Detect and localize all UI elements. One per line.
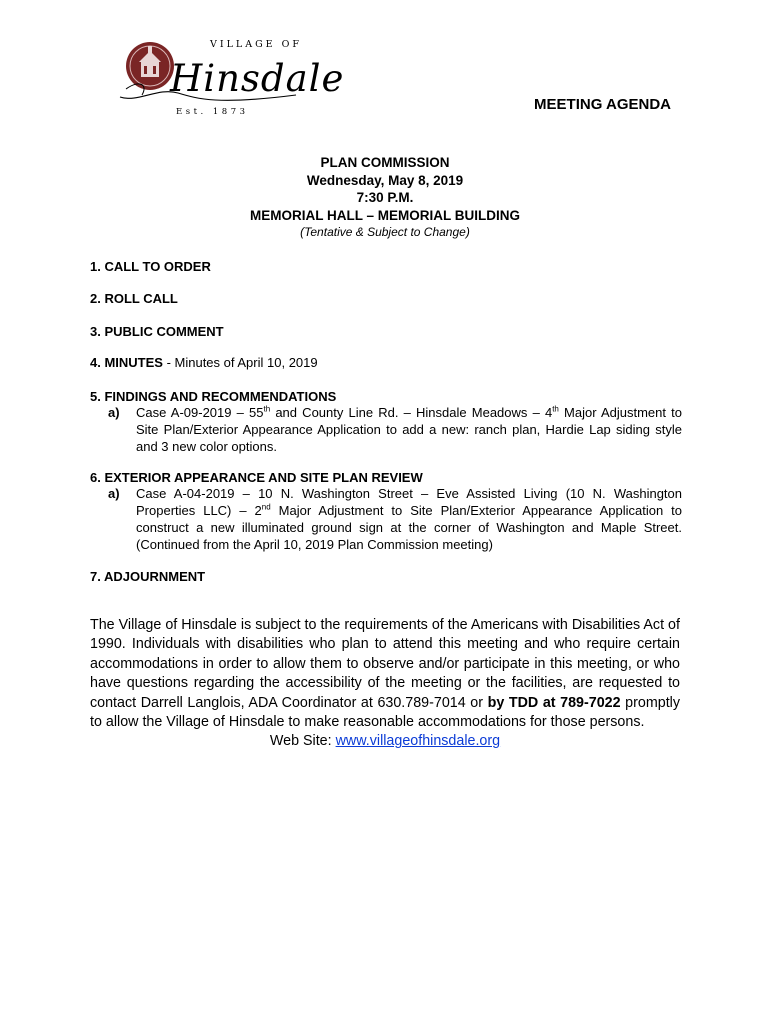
item-heading: 5. FINDINGS AND RECOMMENDATIONS [90,389,337,404]
meeting-body: PLAN COMMISSION [320,155,450,170]
meeting-agenda-title: MEETING AGENDA [534,96,671,113]
exterior-subitem-a: a) Case A-04-2019 – 10 N. Washington Street – Eve Assisted Living (10 N. Washington Properties LLC) – 2nd Major Adjustment to Site Plan/Exterior Appearance Application to construct a new illuminated ground sign at the corner of Washington and Maple Street. (Continued from the April 10, 2019 Plan Commission meeting) [108,486,682,552]
ada-notice [90,616,680,752]
website-link[interactable]: www.villageofhinsdale.org [335,733,501,750]
item-heading: 7. ADJOURNMENT [90,569,206,584]
meeting-note: (Tentative & Subject to Change) [300,225,470,239]
subitem-marker: a) [108,405,120,420]
agenda-item-minutes [90,355,682,370]
item-heading: 6. EXTERIOR APPEARANCE AND SITE PLAN REVIEW [90,470,423,485]
website-label: Web Site: [269,733,336,750]
ada-paragraph: The Village of Hinsdale is subject to the requirements of the Americans with Disabilities Act of 1990. Individuals with disabilities who plan to attend this meeting and who require certain accommodations in order to allow them to observe and/or participate in this meeting, or who have questions regarding the accessibility of the meeting or the facilities, are requested to contact Darrell Langlois, ADA Coordinator at 630.789-7014 or by TDD at 789-7022 promptly to allow the Village of Hinsdale to make reasonable accommodations for those persons. [90,617,680,731]
agenda-item-public-comment [90,324,682,339]
agenda-item-call-to-order [90,259,682,274]
minutes-label: 4. MINUTES [90,355,163,370]
village-logo [118,33,345,125]
agenda-item-adjournment [90,569,682,584]
meeting-header [0,154,770,240]
findings-subitem-a: a) Case A-09-2019 – 55th and County Line Rd. – Hinsdale Meadows – 4th Major Adjustment to Site Plan/Exterior Appearance Application to add a new: ranch plan, Hardie Lap siding style and 3 new color options. [108,404,682,454]
logo-village-of: VILLAGE OF [210,39,303,50]
item-heading [90,355,682,370]
item-heading: 3. PUBLIC COMMENT [90,324,224,339]
website-line [90,732,680,751]
agenda-item-exterior-appearance [90,470,682,553]
meeting-time: 7:30 P.M. [356,190,414,205]
meeting-location: MEMORIAL HALL – MEMORIAL BUILDING [250,207,520,223]
agenda-item-roll-call [90,291,682,306]
meeting-date: Wednesday, May 8, 2019 [306,172,464,188]
logo-established: Est. 1873 [176,107,249,117]
minutes-text: - Minutes of April 10, 2019 [162,355,318,370]
subitem-marker: a) [108,486,120,501]
tdd-number: by TDD at 789-7022 [487,694,621,711]
agenda-item-findings [90,389,682,455]
logo-name: Hinsdale [170,57,345,100]
item-heading: 2. ROLL CALL [90,291,178,306]
item-heading: 1. CALL TO ORDER [90,259,211,274]
